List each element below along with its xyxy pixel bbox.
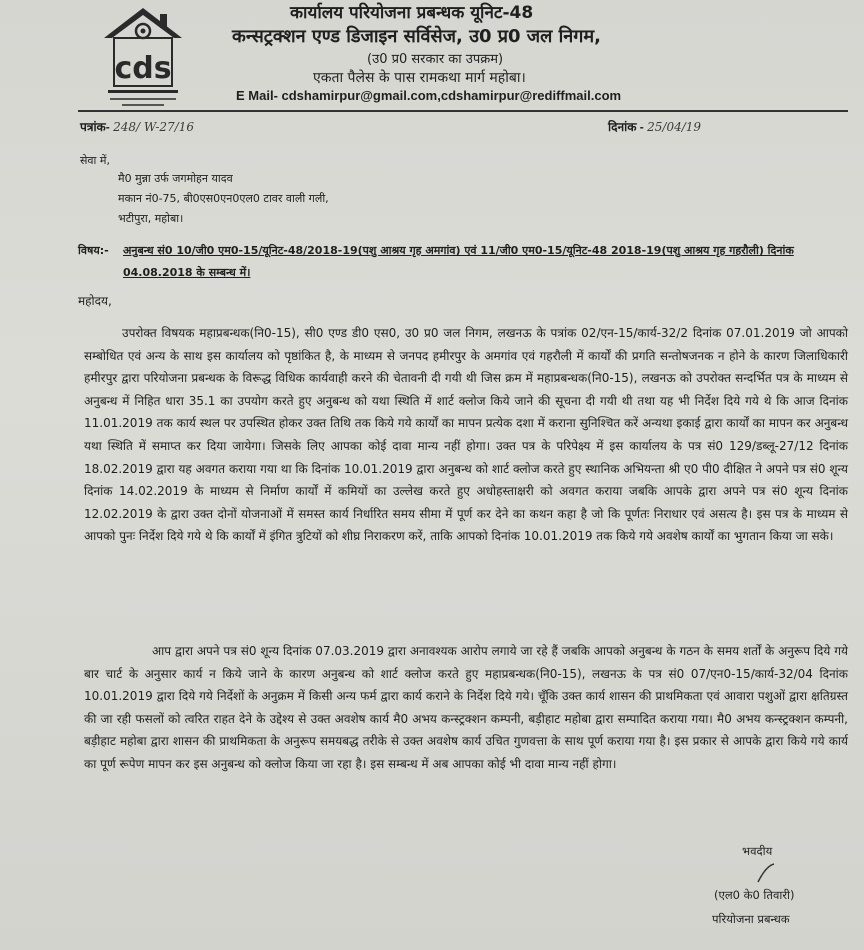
greeting: महोदय, bbox=[78, 294, 112, 308]
dinank-label: दिनांक - bbox=[608, 120, 644, 134]
header-office-name: कार्यालय परियोजना प्रबन्धक यूनिट-48 bbox=[290, 3, 534, 23]
body-paragraph-1: उपरोक्त विषयक महाप्रबन्धक(नि0-15), सी0 एण्ड डी0 एस0, उ0 प्र0 जल निगम, लखनऊ के पत्रांक 02/एन-15/कार्य-32/2 दिनांक 07.01.2019 जो आपको सम्बोधित एवं अन्य के साथ इस कार्यालय को पृष्ठांकित है, के माध्यम से जनपद हमीरपुर के अमगांव एवं गहरौली में कार्यों की प्रगति सन्तोषजनक न होने के कारण जिलाधिकारी हमीरपुर द्वारा परियोजना प्रबन्धक के विरूद्ध विधिक कार्यवाही करने की चेतावनी दी गयी थी जिस क्रम में महाप्रबन्धक(नि0-15), लखनऊ को उपरोक्त सन्दर्भित पत्र के माध्यम से अनुबन्ध में निहित धारा 35.1 का उपयोग करते हुए अनुबन्ध को यथा स्थिति में शार्ट क्लोज किये जाने की सूचना दी गयी थी तथा यह भी निर्देश दिये गये थे कि आज दिनांक 11.01.2019 तक कार्य स्थल पर उपस्थित होकर उक्त तिथि तक किये गये कार्यों का मापन प्रत्येक दशा में कराना सुनिश्चित करें अन्यथा इकाई द्वारा कार्यों का मापन कर अनुबन्ध यथा स्थिति में समाप्त कर दिया जायेगा। जिसके लिए आपका कोई दावा मान्य नहीं होगा। उक्त पत्र के परिपेक्ष्य में इस कार्यालय के पत्र सं0 129/डब्लू-27/12 दिनांक 18.02.2019 द्वारा यह अवगत कराया गया था कि दिनांक 10.01.2019 द्वारा अनुबन्ध को शार्ट क्लोज करते हुए स्थानिक अभियन्ता श्री ए0 पी0 दीक्षित ने अपने पत्र सं0 शून्य दिनांक 14.02.2019 के माध्यम से निर्माण कार्यों में कमियों का उल्लेख करते हुए अधोहस्ताक्षरी को अवगत कराया जबकि आपके द्वारा अपने पत्र सं0 शून्य दिनांक 12.02.2019 के द्वारा उक्त दोनों योजनाओं में समस्त कार्य निर्धारित समय सीमा में पूर्ण कर देने का कथन कहा है जो कि पूर्णतः निराधार एवं असत्य है। इस पत्र के माध्यम से आपको पुनः निर्देश दिये गये थे कि कार्यों में इंगित त्रुटियों को शीघ्र निराकरण करें, ताकि आपको दिनांक 10.01.2019 तक किये गये अवशेष कार्यों का भुगतान किया जा सके। bbox=[84, 326, 849, 544]
header-address: एकता पैलेस के पास रामकथा मार्ग महोबा। bbox=[313, 70, 526, 86]
patrank-label: पत्रांक- bbox=[80, 120, 110, 134]
cds-logo-icon bbox=[100, 4, 186, 120]
header-email: E Mail- cdshamirpur@gmail.com,cdshamirpur@rediffmail.com bbox=[236, 88, 622, 103]
recipient-address-line1: मकान नं0-75, बी0एस0एन0एल0 टावर वाली गली, bbox=[118, 192, 329, 205]
subject-text: अनुबन्ध सं0 10/जी0 एम0-15/यूनिट-48/2018-19(पशु आश्रय गृह अमगांव) एवं 11/जी0 एम0-15/यूनिट-48 2018-19(पशु आश्रय गृह गहरौली) दिनांक 04.08.2018 के सम्बन्ध में। bbox=[123, 244, 794, 279]
signatory-designation: परियोजना प्रबन्धक bbox=[712, 912, 790, 926]
recipient-address-line2: भटीपुरा, महोबा। bbox=[118, 212, 184, 225]
patrank bbox=[80, 118, 194, 135]
subject-label: विषय:- bbox=[78, 244, 109, 257]
header-govt-undertaking: (उ0 प्र0 सरकार का उपक्रम) bbox=[367, 52, 504, 67]
dinank bbox=[608, 118, 701, 135]
signature-mark-icon bbox=[752, 862, 782, 886]
patrank-value: 248/ W-27/16 bbox=[113, 120, 194, 134]
recipient-name: मै0 मुन्ना उर्फ जगमोहन यादव bbox=[118, 172, 233, 185]
header-divider bbox=[78, 110, 848, 112]
recipient-to: सेवा में, bbox=[80, 154, 110, 167]
dinank-value: 25/04/19 bbox=[647, 120, 702, 134]
body-paragraph-2: आप द्वारा अपने पत्र सं0 शून्य दिनांक 07.03.2019 द्वारा अनावश्यक आरोप लगाये जा रहे हैं जबकि आपको अनुबन्ध के गठन के समय शर्तों के अनुरूप दिये गये बार चार्ट के अनुसार कार्य न किये जाने के कारण अनुबन्ध को शार्ट क्लोज करते हुए महाप्रबन्धक(नि0-15), लखनऊ के पत्र सं0 07/एन0-15/कार्य-32/04 दिनांक 10.01.2019 द्वारा दिये गये निर्देशों के अनुक्रम में किसी अन्य फर्म द्वारा कार्य कराने के निर्देश दिये गये। चूँकि उक्त कार्य शासन की प्राथमिकता एवं आवारा पशुओं द्वारा क्षतिग्रस्त की जा रही फसलों को त्वरित राहत देने के उद्देश्य से उक्त अवशेष कार्य मै0 अभय कन्स्ट्रक्शन कम्पनी, बड़ीहाट महोबा द्वारा सम्पादित कराया गया। मै0 अभय कन्स्ट्रक्शन कम्पनी, बड़ीहाट महोबा द्वारा शासन की प्राथमिकता के अनुरूप समयबद्ध तरीके से उक्त अवशेष कार्य उचित गुणवत्ता के साथ पूर्ण कराया गया है। इस प्रकार से आपके द्वारा किये गये कार्य का पूर्ण रूपेण मापन कर इस अनुबन्ध को क्लोज किया जा रहा है। इस सम्बन्ध में अब आपका कोई भी दावा मान्य नहीं होगा। bbox=[84, 644, 848, 771]
signatory-name: (एल0 के0 तिवारी) bbox=[714, 888, 795, 902]
header-department: कन्सट्रक्शन एण्ड डिजाइन सर्विसेज, उ0 प्र0 जल निगम, bbox=[232, 26, 602, 47]
signature-closing: भवदीय bbox=[742, 844, 773, 858]
logo-text: cds bbox=[114, 51, 172, 86]
